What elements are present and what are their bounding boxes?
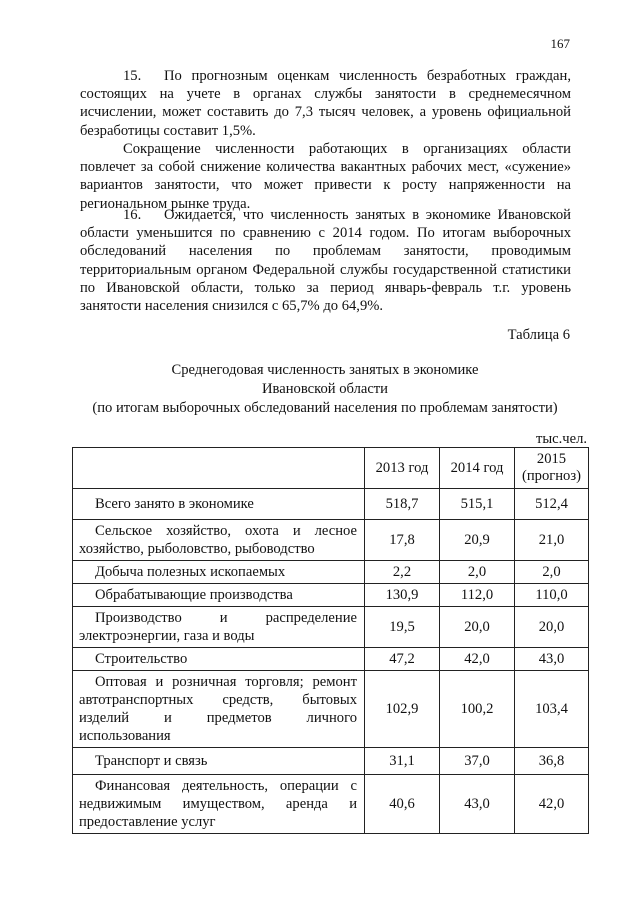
value-2015: 42,0	[515, 775, 589, 834]
table-row	[73, 561, 589, 584]
value-2013: 130,9	[365, 584, 440, 607]
value-2014: 20,0	[440, 607, 515, 648]
header-cell: 2014 год	[440, 448, 515, 489]
row-label: Производство и распределение электроэнергии, газа и воды	[73, 607, 365, 648]
row-label: Обрабатывающие производства	[73, 584, 365, 607]
table-row	[73, 648, 589, 671]
caption-line: Ивановской области	[262, 381, 388, 397]
value-2013: 47,2	[365, 648, 440, 671]
page-number: 167	[550, 36, 570, 51]
value-2013: 31,1	[365, 748, 440, 775]
row-label: Оптовая и розничная торговля; ремонт автотранспортных средств, бытовых изделий и предметов личного использования	[73, 671, 365, 748]
paragraph-text: По прогнозным оценкам численность безработных граждан, состоящих на учете в органах службы занятости в среднемесячном исчислении, может составить до 7,3 тысяч человек, а уровень официальной безработицы составит 1,5%.	[80, 68, 571, 139]
header-cell: 2015 (прогноз)	[515, 448, 589, 489]
value-2014: 43,0	[440, 775, 515, 834]
caption-line: Среднегодовая численность занятых в экономике	[171, 362, 479, 378]
table-row	[73, 489, 589, 520]
paragraph-number: 15.	[123, 68, 142, 84]
table-row	[73, 584, 589, 607]
paragraph-text: Ожидается, что численность занятых в экономике Ивановской области уменьшится по сравнению с 2014 годом. По итогам выборочных обследований населения по проблемам занятости, проводимым территориальным органом Федеральной службы государственной статистики по Ивановской области, только за период январь-февраль т.г. уровень занятости населения снизился с 65,7% до 64,9%.	[80, 207, 571, 315]
value-2013: 40,6	[365, 775, 440, 834]
paragraph-15	[80, 67, 571, 140]
table-row	[73, 671, 589, 748]
table-row	[73, 748, 589, 775]
value-2013: 19,5	[365, 607, 440, 648]
value-2013: 2,2	[365, 561, 440, 584]
table-caption	[70, 361, 580, 418]
header-cell: 2013 год	[365, 448, 440, 489]
employment-table	[72, 447, 589, 834]
table-header-row	[73, 448, 589, 489]
paragraph-text: Сокращение численности работающих в организациях области повлечет за собой снижение количества вакантных рабочих мест, «сужение» вариантов занятости, что может привести к росту напряженности на региональном рынке труда.	[80, 141, 571, 212]
paragraph-number: 16.	[123, 207, 142, 223]
table-label: Таблица 6	[507, 327, 570, 343]
value-2014: 20,9	[440, 520, 515, 561]
value-2014: 112,0	[440, 584, 515, 607]
row-label: Добыча полезных ископаемых	[73, 561, 365, 584]
value-2015: 2,0	[515, 561, 589, 584]
value-2014: 2,0	[440, 561, 515, 584]
row-label: Транспорт и связь	[73, 748, 365, 775]
value-2015: 36,8	[515, 748, 589, 775]
value-2014: 37,0	[440, 748, 515, 775]
table-row	[73, 775, 589, 834]
row-label: Всего занято в экономике	[73, 489, 365, 520]
table-row	[73, 520, 589, 561]
paragraph-16	[80, 206, 571, 315]
value-2015: 43,0	[515, 648, 589, 671]
caption-line: (по итогам выборочных обследований населения по проблемам занятости)	[92, 400, 558, 416]
value-2015: 20,0	[515, 607, 589, 648]
row-label: Строительство	[73, 648, 365, 671]
value-2014: 100,2	[440, 671, 515, 748]
value-2014: 42,0	[440, 648, 515, 671]
value-2014: 515,1	[440, 489, 515, 520]
table-row	[73, 607, 589, 648]
paragraph-reduction	[80, 140, 571, 213]
table-units: тыс.чел.	[535, 431, 587, 447]
value-2015: 21,0	[515, 520, 589, 561]
value-2015: 110,0	[515, 584, 589, 607]
value-2015: 512,4	[515, 489, 589, 520]
value-2013: 102,9	[365, 671, 440, 748]
row-label: Сельское хозяйство, охота и лесное хозяйство, рыболовство, рыбоводство	[73, 520, 365, 561]
header-cell	[73, 448, 365, 489]
value-2015: 103,4	[515, 671, 589, 748]
row-label: Финансовая деятельность, операции с недвижимым имуществом, аренда и предоставление услуг	[73, 775, 365, 834]
value-2013: 17,8	[365, 520, 440, 561]
value-2013: 518,7	[365, 489, 440, 520]
